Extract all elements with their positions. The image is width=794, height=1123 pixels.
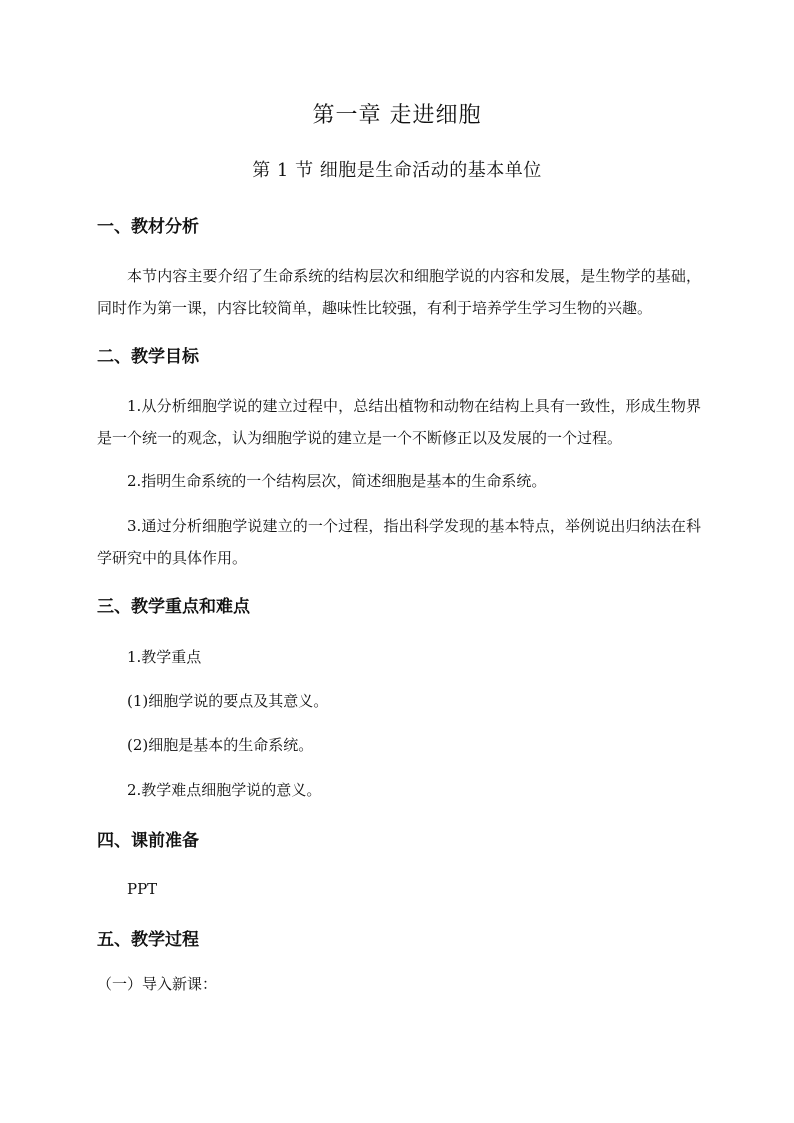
section-title: 第 1 节 细胞是生命活动的基本单位 xyxy=(252,160,542,181)
heading-teaching-goals: 二、教学目标 xyxy=(97,347,199,367)
preparation-line-1: PPT xyxy=(127,880,158,898)
goal-item-3: 3.通过分析细胞学说建立的一个过程，指出科学发现的基本特点，举例说出归纳法在科学研究中的具体作用。 xyxy=(97,517,701,567)
goal-item-1: 1.从分析细胞学说的建立过程中，总结出植物和动物在结构上具有一致性，形成生物界是一个统一的观念，认为细胞学说的建立是一个不断修正以及发展的一个过程。 xyxy=(97,397,701,447)
heading-key-points: 三、教学重点和难点 xyxy=(97,597,250,617)
chapter-title: 第一章 走进细胞 xyxy=(312,103,482,128)
process-line-1: （一）导入新课： xyxy=(97,975,218,993)
goal-item-2: 2.指明生命系统的一个结构层次，简述细胞是基本的生命系统。 xyxy=(127,472,547,490)
paragraph-textbook-analysis: 本节内容主要介绍了生命系统的结构层次和细胞学说的内容和发展，是生物学的基础，同时作为第一课，内容比较简单，趣味性比较强，有利于培养学生学习生物的兴趣。 xyxy=(97,267,701,317)
key-point-line-1: 1.教学重点 xyxy=(127,648,202,666)
heading-textbook-analysis: 一、教材分析 xyxy=(97,217,199,237)
heading-preparation: 四、课前准备 xyxy=(97,831,199,851)
key-point-line-2: (1)细胞学说的要点及其意义。 xyxy=(127,692,329,710)
key-point-line-3: (2)细胞是基本的生命系统。 xyxy=(127,736,314,754)
heading-teaching-process: 五、教学过程 xyxy=(97,930,199,950)
key-point-line-4: 2.教学难点细胞学说的意义。 xyxy=(127,781,322,799)
